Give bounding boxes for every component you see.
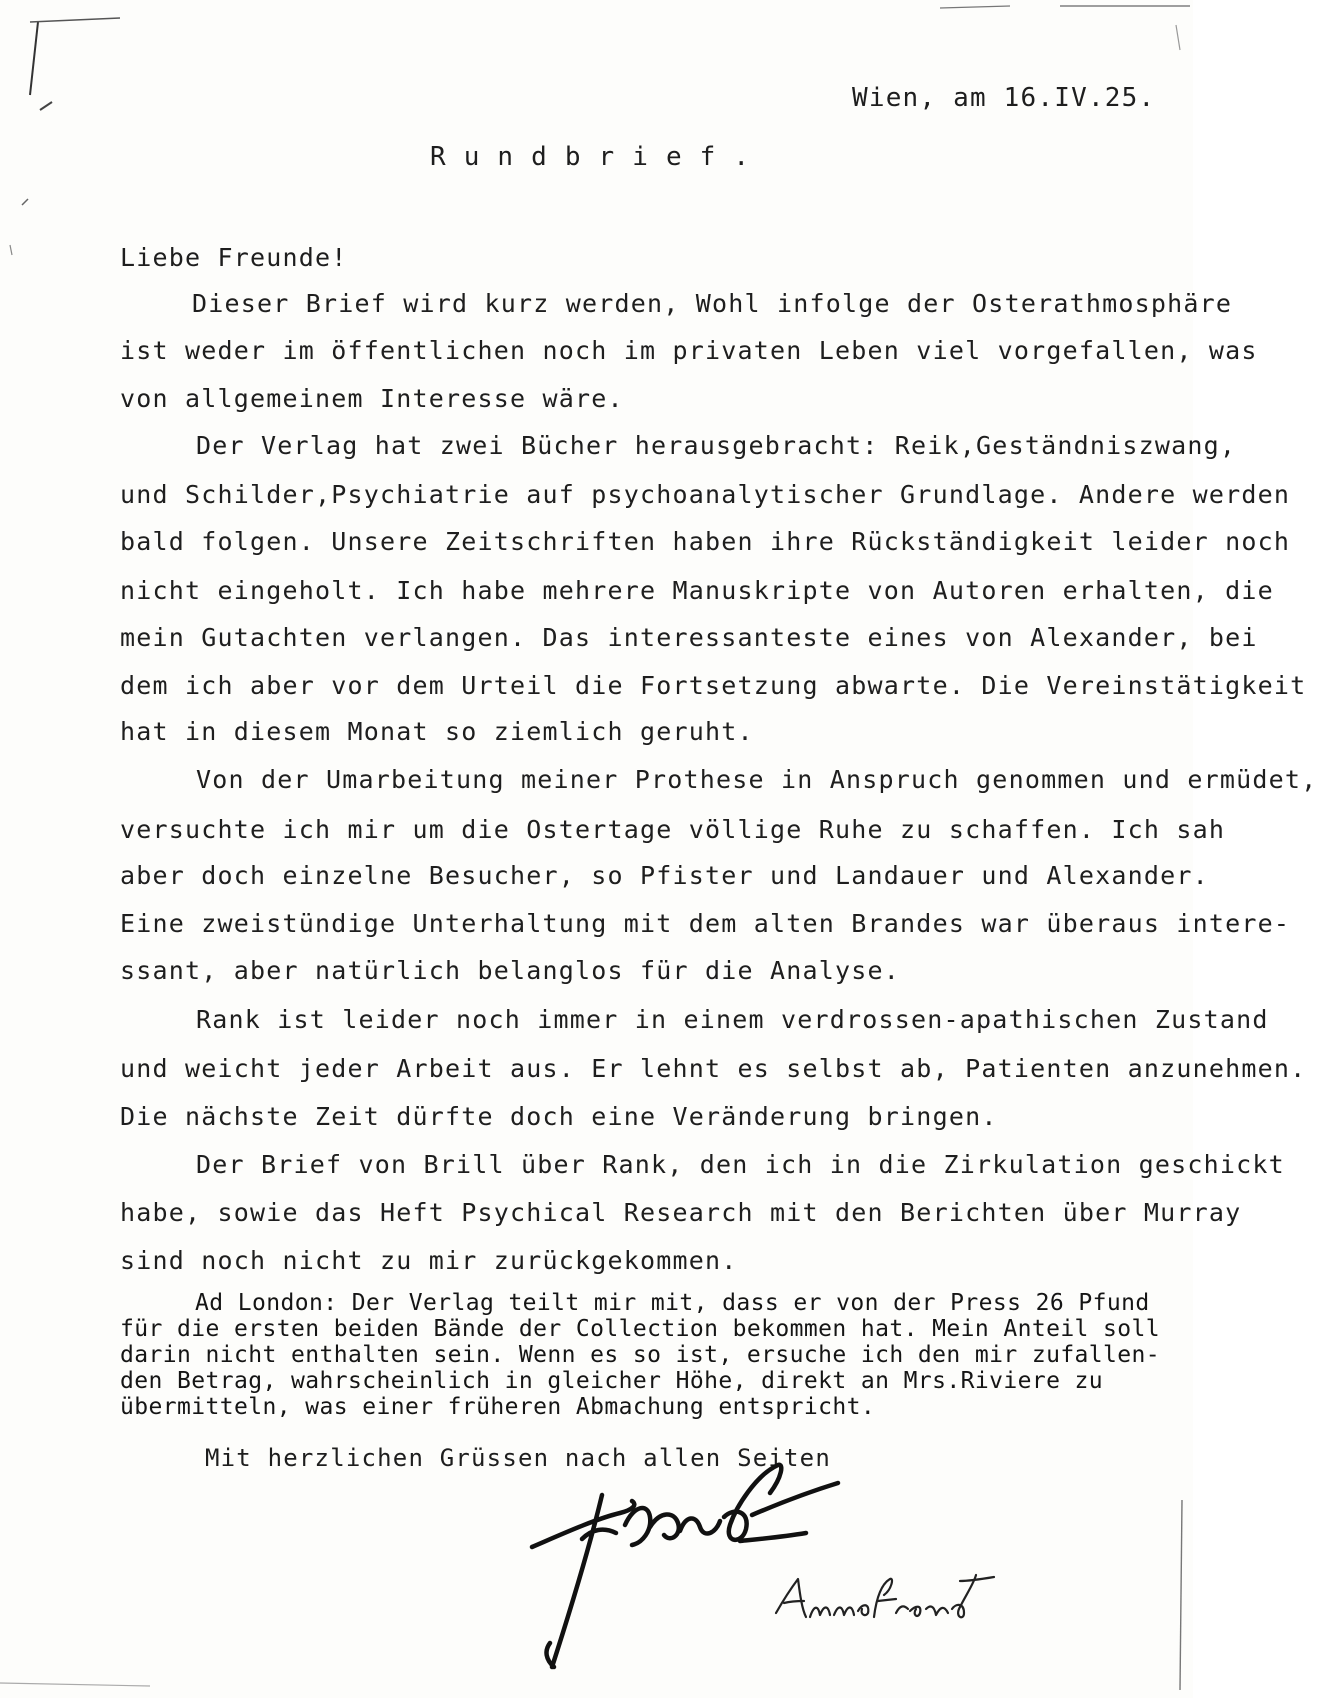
paragraph-4-line: Rank ist leider noch immer in einem verdrossen-apathischen Zustand — [196, 1005, 1269, 1034]
paragraph-5-line: habe, sowie das Heft Psychical Research mit den Berichten über Murray — [120, 1198, 1242, 1227]
paragraph-3-line: Eine zweistündige Unterhaltung mit dem alten Brandes war überaus intere- — [120, 909, 1291, 938]
paragraph-2-line: mein Gutachten verlangen. Das interessanteste eines von Alexander, bei — [120, 623, 1258, 652]
salutation: Liebe Freunde! — [120, 243, 348, 272]
paragraph-6-line: Ad London: Der Verlag teilt mir mit, dass er von der Press 26 Pfund — [195, 1290, 1150, 1316]
paragraph-2-line: hat in diesem Monat so ziemlich geruht. — [120, 717, 754, 746]
paragraph-1-line: von allgemeinem Interesse wäre. — [120, 384, 624, 413]
closing-line: Mit herzlichen Grüssen nach allen Seiten — [205, 1444, 831, 1472]
letter-title: R u n d b r i e f . — [430, 142, 751, 172]
signature-annafreud — [770, 1565, 1000, 1645]
paragraph-1-line: ist weder im öffentlichen noch im privaten Leben viel vorgefallen, was — [120, 336, 1258, 365]
paragraph-2-line: und Schilder,Psychiatrie auf psychoanalytischer Grundlage. Andere werden — [120, 480, 1291, 509]
paragraph-6-line: übermitteln, was einer früheren Abmachung entspricht. — [120, 1394, 876, 1420]
paragraph-6-line: für die ersten beiden Bände der Collection bekommen hat. Mein Anteil soll — [120, 1316, 1161, 1342]
dateline: Wien, am 16.IV.25. — [852, 83, 1156, 113]
paragraph-2-line: dem ich aber vor dem Urteil die Fortsetzung abwarte. Die Vereinstätigkeit — [120, 671, 1307, 700]
paragraph-6-line: den Betrag, wahrscheinlich in gleicher Höhe, direkt an Mrs.Riviere zu — [120, 1368, 1104, 1394]
paragraph-6-line: darin nicht enthalten sein. Wenn es so ist, ersuche ich den mir zufallen- — [120, 1342, 1161, 1368]
paragraph-3-line: versuchte ich mir um die Ostertage völlige Ruhe zu schaffen. Ich sah — [120, 815, 1226, 844]
paragraph-5-line: sind noch nicht zu mir zurückgekommen. — [120, 1246, 738, 1275]
paragraph-3-line: Von der Umarbeitung meiner Prothese in Anspruch genommen und ermüdet, — [196, 765, 1317, 794]
paragraph-2-line: bald folgen. Unsere Zeitschriften haben ihre Rückständigkeit leider noch — [120, 527, 1291, 556]
paragraph-1-line: Dieser Brief wird kurz werden, Wohl infolge der Osterathmosphäre — [192, 289, 1233, 318]
paragraph-4-line: Die nächste Zeit dürfte doch eine Veränderung bringen. — [120, 1102, 998, 1131]
paragraph-2-line: nicht eingeholt. Ich habe mehrere Manuskripte von Autoren erhalten, die — [120, 576, 1274, 605]
paragraph-2-line: Der Verlag hat zwei Bücher herausgebracht: Reik,Geständniszwang, — [196, 431, 1237, 460]
paragraph-3-line: aber doch einzelne Besucher, so Pfister und Landauer und Alexander. — [120, 861, 1209, 890]
paragraph-4-line: und weicht jeder Arbeit aus. Er lehnt es selbst ab, Patienten anzunehmen. — [120, 1054, 1307, 1083]
paragraph-3-line: ssant, aber natürlich belanglos für die Analyse. — [120, 956, 901, 985]
paragraph-5-line: Der Brief von Brill über Rank, den ich in die Zirkulation geschickt — [196, 1150, 1285, 1179]
